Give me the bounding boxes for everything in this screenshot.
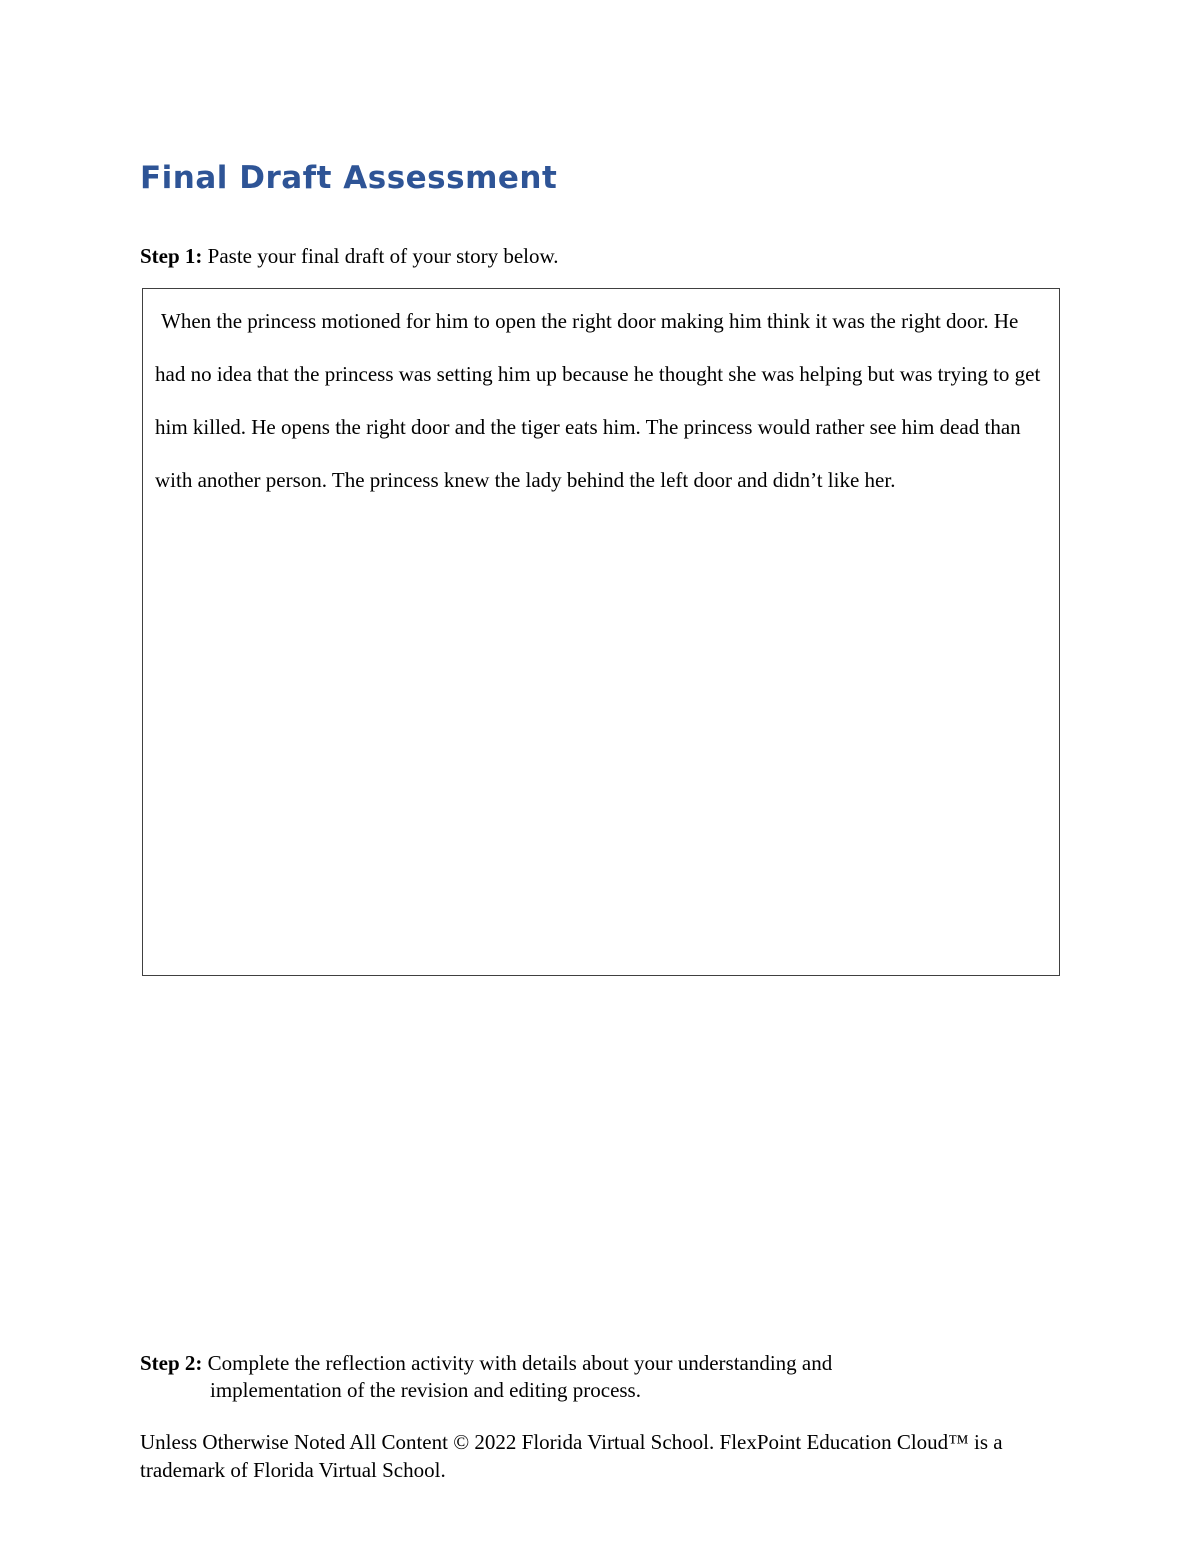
final-draft-text: When the princess motioned for him to open the right door making him think it was the right door. He had no idea that the princess was setting him up because he thought she was helping but was trying to get him killed. He opens the right door and the tiger eats him. The princess would rather see him dead than with another person. The princess knew the lady behind the left door and didn’t like her. xyxy=(155,309,1041,492)
step1-instruction-text: Paste your final draft of your story below. xyxy=(207,244,559,268)
page-title: Final Draft Assessment xyxy=(140,160,558,196)
step2-instruction-text: Complete the reflection activity with details about your understanding and implementation of the revision and editing process. xyxy=(207,1351,833,1402)
step1-label: Step 1: xyxy=(140,244,203,268)
copyright-footer: Unless Otherwise Noted All Content © 2022 Florida Virtual School. FlexPoint Education Cloud™ is a trademark of Florida Virtual School. xyxy=(140,1430,1003,1482)
step2-instruction-line xyxy=(140,1350,950,1404)
final-draft-textbox[interactable] xyxy=(142,288,1060,976)
step1-instruction-line xyxy=(140,243,1040,270)
step2-label: Step 2: xyxy=(140,1351,203,1375)
